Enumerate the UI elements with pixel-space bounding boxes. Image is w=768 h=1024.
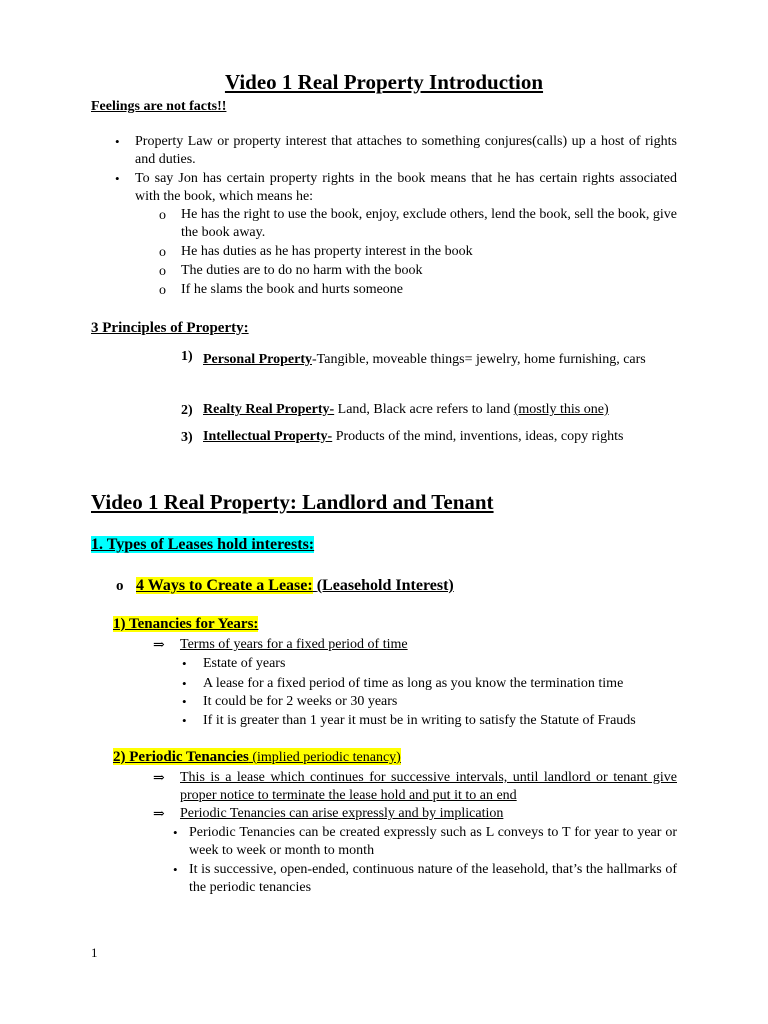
principle-item <box>203 347 677 373</box>
principle-item <box>203 428 623 446</box>
subtitle: Feelings are not facts!! <box>91 99 227 114</box>
tenancy-bullet: If it is greater than 1 year it must be in writing to satisfy the Statute of Frauds <box>203 713 636 728</box>
tenancy-heading: 1) Tenancies for Years: <box>113 616 259 632</box>
principle-term: Personal Property <box>203 352 312 367</box>
ways-note: (Leasehold Interest) <box>316 577 454 594</box>
principle-text: Land, Black acre refers to land <box>334 402 514 417</box>
intro-sub-bullet: If he slams the book and hurts someone <box>181 282 404 297</box>
page-title: Video 1 Real Property Introduction <box>224 70 544 94</box>
sub-bullet-marker: o <box>159 264 166 279</box>
principles-heading: 3 Principles of Property: <box>91 320 249 336</box>
tenancy-arrow-item: Terms of years for a fixed period of time <box>180 637 408 652</box>
bullet-dot: • <box>182 713 187 728</box>
tenancy-bullet: Estate of years <box>203 656 286 671</box>
tenancy-bullet: A lease for a fixed period of time as long as you know the termination time <box>203 676 624 691</box>
principle-text: -Tangible, moveable things= jewelry, home furnishing, cars <box>312 352 646 367</box>
tenancy-arrow-item: This is a lease which continues for successive intervals, until landlord or tenant give proper notice to terminate the lease hold and put it to an end <box>180 770 677 803</box>
bullet-dot: • <box>173 862 178 877</box>
arrow-icon: ⇒ <box>153 638 165 653</box>
intro-bullet: Property Law or property interest that attaches to something conjures(calls) up a host of rights and duties. <box>135 134 677 167</box>
principle-number: 2) <box>181 403 193 418</box>
sub-bullet-marker: o <box>159 245 166 260</box>
bullet-dot: • <box>115 171 120 186</box>
ways-label: 4 Ways to Create a Lease: <box>136 577 313 594</box>
intro-sub-bullet: He has the right to use the book, enjoy, exclude others, lend the book, sell the book, give the book away. <box>181 207 677 240</box>
principle-term: Intellectual Property- <box>203 429 333 444</box>
intro-sub-bullet: He has duties as he has property interest in the book <box>181 244 473 259</box>
tenancy-bullet: Periodic Tenancies can be created expressly such as L conveys to T for year to year or week to week or month to month <box>189 825 677 858</box>
principle-number: 3) <box>181 430 193 445</box>
sub-bullet-marker: o <box>116 578 124 594</box>
principle-number: 1) <box>181 349 193 364</box>
section-title: Video 1 Real Property: Landlord and Tenant <box>91 490 494 514</box>
bullet-dot: • <box>182 694 187 709</box>
page-number: 1 <box>91 945 98 960</box>
principle-note: (mostly this one) <box>513 402 609 417</box>
arrow-icon: ⇒ <box>153 771 165 786</box>
principle-item <box>203 401 609 419</box>
bullet-dot: • <box>182 656 187 671</box>
intro-bullet: To say Jon has certain property rights in the book means that he has certain rights associated with the book, which means he: <box>135 171 677 204</box>
principle-text: Products of the mind, inventions, ideas, copy rights <box>332 429 624 444</box>
leases-heading: 1. Types of Leases hold interests: <box>91 536 315 553</box>
sub-bullet-marker: o <box>159 283 166 298</box>
ways-heading <box>136 577 454 595</box>
bullet-dot: • <box>182 676 187 691</box>
tenancy-bullet: It is successive, open-ended, continuous nature of the leasehold, that’s the hallmarks of the periodic tenancies <box>189 862 677 895</box>
bullet-dot: • <box>115 134 120 149</box>
arrow-icon: ⇒ <box>153 807 165 822</box>
bullet-dot: • <box>173 825 178 840</box>
tenancy-bullet: It could be for 2 weeks or 30 years <box>203 694 398 709</box>
principle-term: Realty Real Property- <box>203 402 335 417</box>
tenancy-arrow-item: Periodic Tenancies can arise expressly and by implication <box>180 806 504 821</box>
tenancy-heading: 2) Periodic Tenancies (implied periodic tenancy) <box>113 749 401 765</box>
sub-bullet-marker: o <box>159 208 166 223</box>
intro-sub-bullet: The duties are to do no harm with the book <box>181 263 423 278</box>
